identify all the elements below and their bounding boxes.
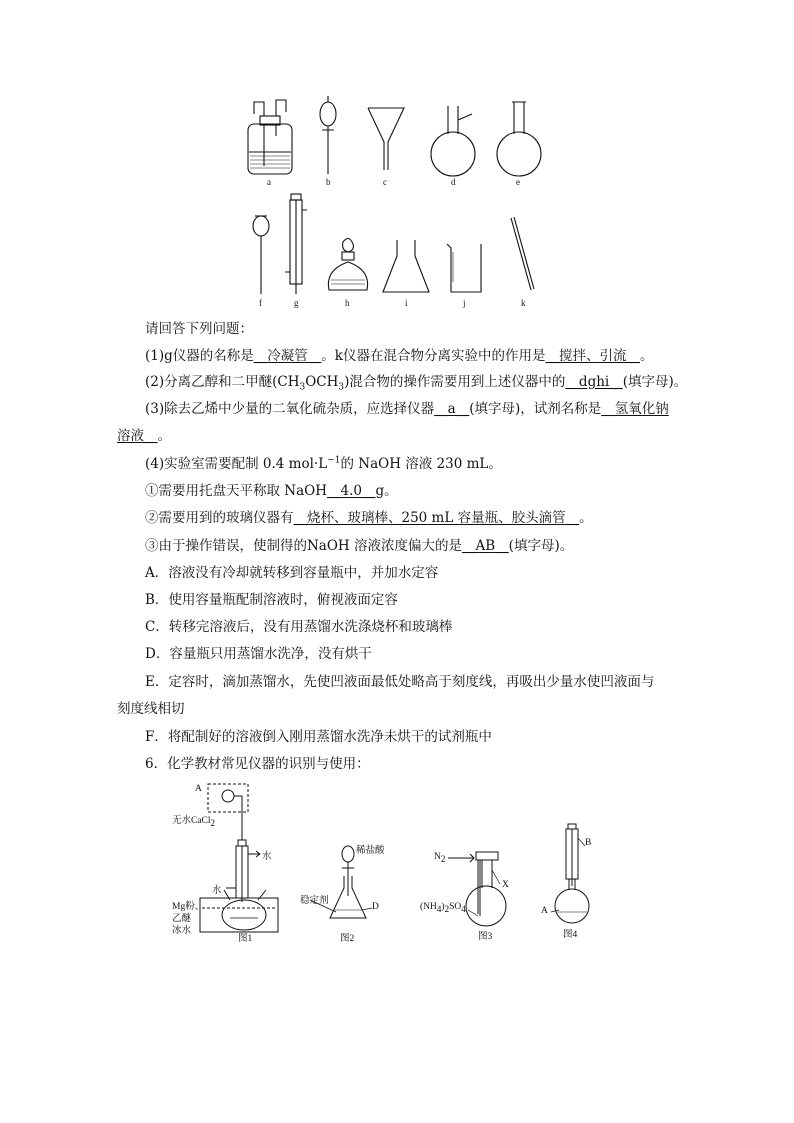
caption-fig4: 图4 (563, 930, 578, 940)
drying-tube-icon (222, 790, 234, 802)
option-b: B．使用容量瓶配制溶液时，俯视液面定容 (145, 592, 398, 608)
label-A: A (195, 784, 202, 794)
label-a: a (267, 177, 271, 187)
label-b: b (326, 177, 331, 187)
figure-2 (300, 840, 400, 945)
figure-3 (420, 840, 520, 945)
label-ammonium-sulfate: $(NH_4)_2SO_4$ (420, 902, 466, 914)
label-hcl: 稀盐酸 (356, 846, 385, 856)
round-bottom-flask-icon (497, 102, 541, 176)
label-stabilizer: 稳定剂 (300, 896, 329, 906)
option-a: A．溶液没有冷却就转移到容量瓶中，并加水定容 (145, 565, 439, 581)
figure-4 (535, 820, 615, 945)
label-g: g (294, 298, 299, 308)
label-e: e (516, 177, 520, 187)
question-3: (3)除去乙烯中少量的二氧化硫杂质，应选择仪器__a__(填字母)，试剂名称是__氢氧化钠 (145, 401, 669, 417)
option-d: D．容量瓶只用蒸馏水洗净，没有烘干 (145, 646, 372, 662)
question-4-1: ①需要用托盘天平称取 NaOH__4.0__g。 (145, 483, 398, 499)
dropping-funnel-icon (342, 846, 354, 862)
question-4-2: ②需要用到的玻璃仪器有__烧杯、玻璃棒、250 mL 容量瓶、胶头滴管__。 (145, 510, 593, 526)
option-c: C．转移完溶液后，没有用蒸馏水洗涤烧杯和玻璃棒 (145, 619, 453, 635)
long-stem-funnel-icon (253, 216, 269, 294)
option-f: F．将配制好的溶液倒入刚用蒸馏水洗净未烘干的试剂瓶中 (145, 729, 492, 745)
label-A: A (541, 906, 548, 916)
distilling-flask-icon (431, 106, 475, 176)
gas-washing-bottle-icon (248, 100, 292, 174)
apparatus-row-1 (240, 92, 560, 192)
label-water-out: 水 (262, 852, 272, 862)
label-water-in: 水 (212, 886, 222, 896)
label-i: i (405, 298, 408, 308)
apparatus-row-2 (245, 190, 545, 312)
question-2: (2)分离乙醇和二甲醚$(CH_3OCH_3)$混合物的操作需要用到上述仪器中的__dghi__(填字母)。 (145, 374, 688, 393)
caption-fig1: 图1 (238, 934, 253, 944)
caption-fig3: 图3 (478, 932, 493, 942)
conical-flask-icon (383, 240, 429, 292)
question-4: (4)实验室需要配制 0.4 $mol\cdot L^{-1}$的 NaOH 溶液 230 mL。 (145, 455, 502, 472)
funnel-icon (368, 108, 404, 170)
label-D: D (372, 902, 379, 912)
label-j: j (463, 298, 466, 308)
label-cacl2: 无水CaCl$_2$ (172, 816, 216, 828)
question-4-3: ③由于操作错误，使制得的NaOH 溶液浓度偏大的是__AB__(填字母)。 (145, 538, 574, 554)
intro-text: 请回答下列问题： (145, 321, 253, 337)
option-e-cont: 刻度线相切 (117, 701, 185, 717)
round-flask-icon (555, 889, 589, 923)
question-3-cont: 溶液__。 (117, 428, 171, 444)
beaker-icon (447, 244, 481, 292)
option-e: E．定容时，滴加蒸馏水，先使凹液面最低处略高于刻度线，再吸出少量水使凹液面与 (145, 674, 655, 690)
label-ether: 乙醚 (172, 914, 192, 924)
caption-fig2: 图2 (340, 934, 355, 944)
question-1: (1)g仪器的名称是__冷凝管__。k仪器在混合物分离实验中的作用是__搅拌、引流__。 (145, 348, 654, 364)
figure-1 (170, 780, 290, 945)
label-n2: $N_2$ (434, 852, 446, 864)
alcohol-lamp-icon (328, 238, 367, 290)
question-6: 6．化学教材常见仪器的识别与使用： (145, 756, 370, 772)
label-f: f (259, 298, 262, 308)
label-k: k (521, 298, 526, 308)
condenser-icon (285, 194, 307, 294)
label-mg: Mg粉、 (172, 902, 205, 912)
separatory-funnel-icon (320, 96, 336, 174)
label-ice-water: 冰水 (172, 926, 192, 936)
label-d: d (451, 177, 456, 187)
label-B: B (585, 838, 592, 848)
round-flask-icon (466, 886, 506, 926)
label-h: h (345, 298, 350, 308)
glass-rod-icon (511, 217, 534, 290)
label-X: X (502, 880, 509, 890)
label-c: c (383, 177, 387, 187)
